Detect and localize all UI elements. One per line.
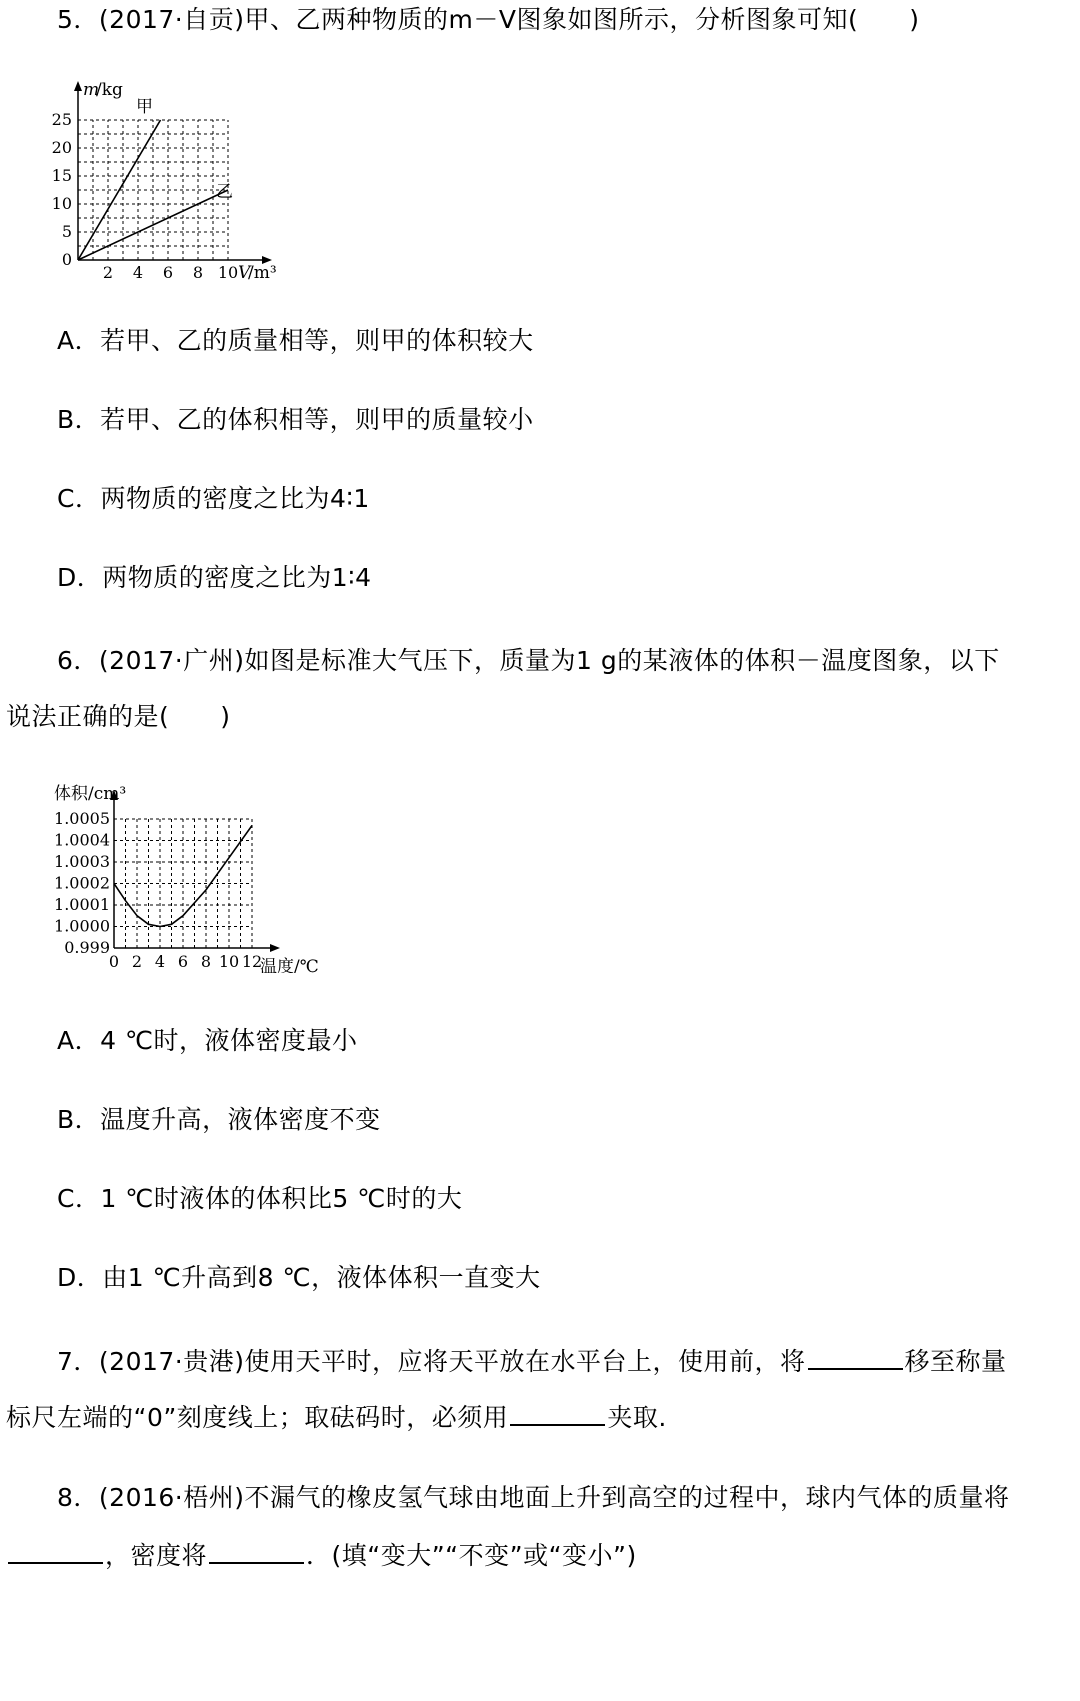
y-tick-label: 0: [61, 250, 72, 269]
series-line-yi: [78, 190, 228, 260]
q8-blank-2[interactable]: [209, 1536, 304, 1564]
y-tick-label: 5: [61, 222, 72, 241]
x-tick-label: 2: [131, 952, 143, 971]
y-tick-label: 1.0000: [54, 916, 110, 936]
x-tick-label: 8: [200, 952, 212, 971]
q5-option-d: D．两物质的密度之比为1∶4: [57, 563, 372, 592]
q6-stem-line1: 6．(2017·广州)如图是标准大气压下，质量为1 g的某液体的体积－温度图象，以下: [57, 646, 1000, 675]
q8-blank-1[interactable]: [8, 1536, 103, 1564]
q7-text-4: 夹取.: [607, 1403, 667, 1432]
q8-text-3: ．(填“变大”“不变”或“变小”): [306, 1541, 637, 1570]
q6-option-d: D．由1 ℃升高到8 ℃，液体体积一直变大: [57, 1263, 541, 1292]
y-tick-label: 1.0001: [54, 895, 110, 914]
y-tick-label: 0.999: [64, 938, 110, 957]
q5-option-b: B．若甲、乙的体积相等，则甲的质量较小: [57, 405, 534, 434]
y-tick-label: 1.0003: [54, 852, 110, 871]
y-axis-label: 体积/cm³: [54, 784, 127, 804]
x-tick-label: 6: [162, 263, 174, 282]
y-tick-label: 15: [51, 166, 72, 185]
q7-text-2: 移至称量: [904, 1347, 1007, 1376]
q6-option-a: A．4 ℃时，液体密度最小: [57, 1026, 358, 1055]
q5-mv-chart: [50, 75, 290, 294]
q7-line2: [0, 1398, 1080, 1436]
y-axis-label-symbol: m: [83, 80, 100, 100]
x-tick-label: 2: [102, 263, 114, 282]
y-tick-label: 1.0005: [54, 809, 110, 828]
q8-text-2: ，密度将: [105, 1541, 208, 1570]
q8-line2: [0, 1536, 1080, 1574]
x-tick-label: 8: [192, 263, 204, 282]
y-axis-label-unit: /kg: [96, 80, 123, 100]
q5-stem: 5．(2017·自贡)甲、乙两种物质的m－V图象如图所示，分析图象可知( ): [57, 5, 920, 34]
q7-blank-1[interactable]: [808, 1342, 903, 1370]
q6-option-c: C．1 ℃时液体的体积比5 ℃时的大: [57, 1184, 463, 1213]
q6-option-b: B．温度升高，液体密度不变: [57, 1105, 381, 1134]
x-axis-label-symbol: V: [238, 263, 251, 283]
series-label-yi: 乙: [216, 182, 233, 202]
x-axis-arrow: [270, 944, 280, 952]
q7-text-1: 7．(2017·贵港)使用天平时，应将天平放在水平台上，使用前，将: [57, 1347, 806, 1376]
q8-line1: 8．(2016·梧州)不漏气的橡皮氢气球由地面上升到高空的过程中，球内气体的质量将: [57, 1483, 1010, 1512]
y-axis-arrow: [74, 81, 82, 91]
q6-stem-line2: 说法正确的是( ): [6, 702, 231, 731]
y-tick-label: 1.0004: [54, 830, 110, 850]
x-tick-label: 10: [217, 263, 239, 282]
x-tick-label: 4: [154, 952, 166, 971]
q6-volume-temp-chart: [50, 773, 350, 977]
x-tick-label: 12: [241, 952, 263, 971]
x-tick-label: 10: [218, 952, 240, 971]
y-tick-label: 1.0002: [54, 873, 110, 893]
q5-option-a: A．若甲、乙的质量相等，则甲的体积较大: [57, 326, 534, 355]
y-tick-label: 10: [51, 194, 72, 213]
x-tick-label: 0: [108, 952, 120, 971]
series-label-jia: 甲: [136, 97, 153, 117]
q6-chart-svg: [50, 773, 350, 973]
y-tick-label: 25: [51, 110, 72, 129]
q7-text-3: 标尺左端的“0”刻度线上；取砝码时，必须用: [6, 1403, 509, 1432]
q5-option-c: C．两物质的密度之比为4∶1: [57, 484, 370, 513]
x-tick-label: 4: [132, 263, 144, 282]
q5-chart-svg: [50, 75, 290, 290]
x-axis-label-unit: /m³: [248, 263, 277, 283]
x-axis-label: 温度/℃: [260, 957, 319, 973]
y-tick-label: 20: [51, 138, 72, 157]
x-tick-label: 6: [177, 952, 189, 971]
q7-line1: [0, 1342, 1080, 1380]
q7-blank-2[interactable]: [510, 1398, 605, 1426]
